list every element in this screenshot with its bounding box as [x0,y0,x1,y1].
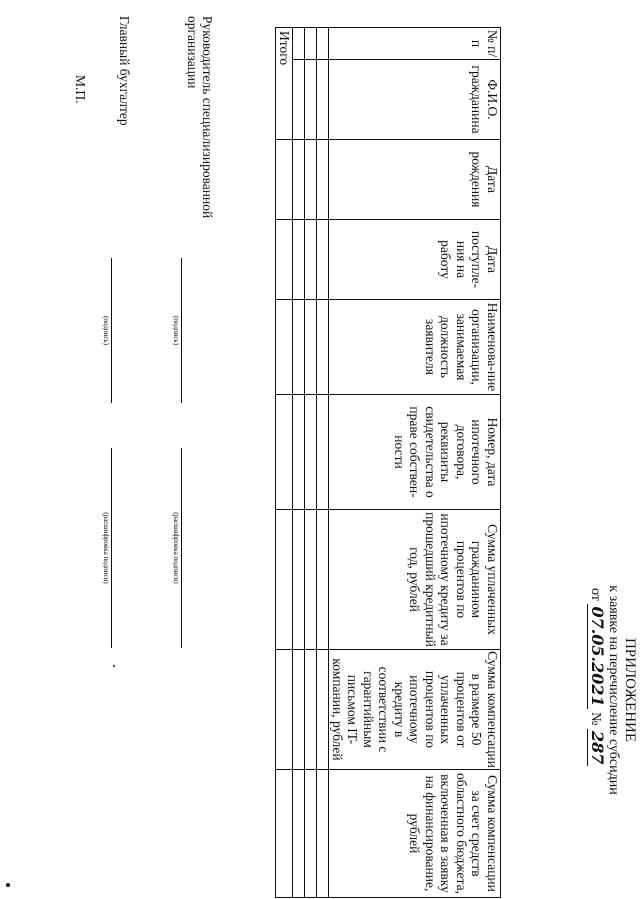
table-cell [317,220,329,300]
column-header: Сумма компенсации в размере 50 процентов от уплаченных процентов по ипотечному кредиту в соответствии с гарантийным письмом IT-компании, рублей [330,651,500,768]
accountant-signature-caption: (подпись) [102,315,110,346]
table-cell [293,770,305,898]
table-cell [317,510,329,650]
scan-speck [113,665,115,667]
table-cell [305,220,317,300]
table-cell [305,140,317,220]
accountant-signature-line [111,258,112,403]
table-cell [317,60,329,140]
table-cell [293,220,305,300]
column-header: Дата рождения [329,140,501,220]
table-cell [305,28,317,60]
head-signature-line [181,258,182,403]
subsidy-table [276,27,502,898]
scan-speck [6,883,10,887]
handwritten-date: 07.05.2021 [588,606,607,707]
head-decoding-line [181,448,182,648]
stamp-place-label: М.П. [73,75,88,104]
table-cell [293,510,305,650]
column-header: Сумма уплаченных гражданином процентов по ипотечному кредиту за прошедший кредитный год, рублей [329,510,501,650]
head-signature-caption: (подпись) [172,315,180,346]
accountant-decoding-caption: (расшифровка подписи) [102,512,110,584]
total-row [276,28,293,898]
table-cell [276,650,293,770]
table-row [317,28,329,898]
table-cell [293,395,305,510]
table-cell [276,140,293,220]
head-decoding-caption: (расшифровка подписи) [172,512,180,584]
column-header: № п/п [329,28,501,60]
head-of-organization-label: Руководитель специализированной организации [185,16,215,219]
table-cell [317,650,329,770]
chief-accountant-label: Главный бухгалтер [117,16,132,126]
table-cell [293,140,305,220]
table-cell [317,395,329,510]
table-cell [293,60,305,140]
table-cell [276,220,293,300]
column-header: Ф.И.О. гражданина [329,60,501,140]
total-label: Итого [276,28,293,140]
table-header-row [329,28,501,898]
number-prefix: № [588,712,603,726]
column-header: Номер, дата ипотечного договора, реквизиты свидетельства о праве собствен-ности [329,395,501,510]
accountant-decoding-line [111,448,112,648]
column-header: Сумма компенсации за счет средств областного бюджета, включенная в заявку на финансирование, рублей [329,770,501,898]
table-cell [305,395,317,510]
table-body [276,28,329,898]
table-cell [293,650,305,770]
appendix-subtitle: к заявке на перечисление субсидии [606,585,621,795]
table-cell [317,140,329,220]
appendix-title: ПРИЛОЖЕНИЕ [622,637,638,743]
column-header: Наименова-ние организации, занимаемая должность заявителя [329,300,501,395]
table-cell [276,510,293,650]
table-row [293,28,305,898]
column-header: Дата поступле-ния на работу [329,220,501,300]
table-cell [305,650,317,770]
table-cell [305,60,317,140]
table-cell [293,28,305,60]
table-cell [276,395,293,510]
table-cell [276,300,293,395]
table-cell [305,510,317,650]
table-row [305,28,317,898]
table-cell [305,770,317,898]
handwritten-number: 287 [588,731,607,765]
table-cell [305,300,317,395]
table-cell [276,770,293,898]
table-cell [293,300,305,395]
table-cell [317,770,329,898]
appendix-date-number [587,588,605,788]
table-cell [317,28,329,60]
table-cell [317,300,329,395]
date-prefix: от [588,588,603,601]
